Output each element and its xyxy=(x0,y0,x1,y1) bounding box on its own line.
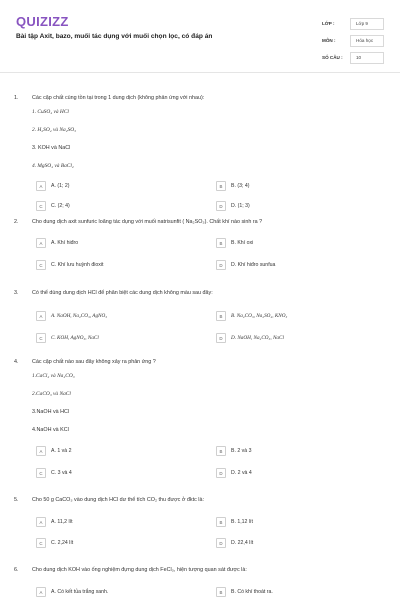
option-b[interactable] xyxy=(216,587,366,597)
question-number: 2. xyxy=(14,219,19,225)
option-text: A. 1 và 2 xyxy=(51,448,72,454)
option-text: B. Na₂CO₃, Na₂SO₄, KNO₃ xyxy=(231,313,288,319)
option-d[interactable] xyxy=(216,260,366,270)
option-b[interactable] xyxy=(216,181,366,191)
option-b[interactable] xyxy=(216,517,366,527)
option-letter-box: A xyxy=(36,587,46,597)
option-letter-box: C xyxy=(36,538,46,548)
option-letter-box: A xyxy=(36,517,46,527)
option-letter-box: D xyxy=(216,201,226,211)
option-text: C. KOH, AgNO₃, NaCl xyxy=(51,335,99,341)
option-letter-box: D xyxy=(216,468,226,478)
option-c[interactable] xyxy=(36,260,186,270)
question-number: 4. xyxy=(14,359,19,365)
option-text: B. Có khí thoát ra. xyxy=(231,589,273,595)
option-letter-box: D xyxy=(216,538,226,548)
option-a[interactable] xyxy=(36,311,186,321)
meta-value: Lớp 9 xyxy=(350,18,384,30)
question-number: 1. xyxy=(14,95,19,101)
option-text: A. 11,2 lít xyxy=(51,519,73,525)
option-text: D. 2 và 4 xyxy=(231,470,252,476)
option-text: B. 1,12 lít xyxy=(231,519,253,525)
option-text: C. 3 và 4 xyxy=(51,470,72,476)
statement: 3. KOH và NaCl xyxy=(32,145,71,151)
quizizz-logo: QUIZIZZ xyxy=(16,14,69,29)
meta-key: SỐ CÂU : xyxy=(322,55,343,60)
option-text: B. 2 và 3 xyxy=(231,448,252,454)
option-letter-box: B xyxy=(216,181,226,191)
option-letter-box: A xyxy=(36,311,46,321)
meta-table xyxy=(322,15,384,66)
question-text: Cho dung dịch KOH vào ống nghiệm đựng dung dịch FeCl₃, hiện tượng quan sát được là: xyxy=(32,567,247,573)
meta-value: Hóa học xyxy=(350,35,384,47)
option-letter-box: B xyxy=(216,311,226,321)
option-letter-box: A xyxy=(36,446,46,456)
question-1 xyxy=(14,93,386,211)
option-letter-box: C xyxy=(36,260,46,270)
question-text: Các cặp chất cùng tồn tại trong 1 dung dịch (không phản ứng với nhau): xyxy=(32,95,205,101)
page-title: Bài tập Axit, bazo, muối tác dụng với muối chọn lọc, có đáp án xyxy=(16,33,213,40)
meta-key: MÔN : xyxy=(322,38,336,43)
option-letter-box: C xyxy=(36,201,46,211)
option-b[interactable] xyxy=(216,238,366,248)
option-c[interactable] xyxy=(36,468,186,478)
statement: 2.CaCO₃ và NaCl xyxy=(32,391,71,397)
option-c[interactable] xyxy=(36,333,186,343)
option-text: B. Khí oxi xyxy=(231,240,254,246)
option-letter-box: B xyxy=(216,517,226,527)
option-b[interactable] xyxy=(216,311,366,321)
option-letter-box: B xyxy=(216,446,226,456)
statement: 3.NaOH và HCl xyxy=(32,409,70,415)
question-6 xyxy=(14,565,386,599)
option-letter-box: C xyxy=(36,468,46,478)
option-text: D. Khí hiđro sunfua xyxy=(231,262,276,268)
question-text: Cho dung dịch axit sunfuric loãng tác dụng với muối natrisunfit ( Na₂SO₃). Chất khí nào sinh ra ? xyxy=(32,219,263,225)
option-d[interactable] xyxy=(216,201,366,211)
statement: 4.NaOH và KCl xyxy=(32,427,69,433)
question-text: Cho 50 g CaCO₃ vào dung dịch HCl dư thể tích CO₂ thu được ở đktc là: xyxy=(32,497,204,503)
option-text: A. NaOH, Na₂CO₃, AgNO₃ xyxy=(51,313,108,319)
option-letter-box: B xyxy=(216,238,226,248)
option-text: D. NaOH, Na₂CO₃, NaCl xyxy=(231,335,284,341)
option-letter-box: A xyxy=(36,238,46,248)
meta-key: LỚP : xyxy=(322,21,335,26)
option-letter-box: D xyxy=(216,260,226,270)
question-5 xyxy=(14,495,386,547)
option-text: A. (1; 2) xyxy=(51,183,70,189)
meta-row-question-count xyxy=(322,49,384,66)
question-2 xyxy=(14,217,386,268)
question-4 xyxy=(14,357,386,476)
question-number: 3. xyxy=(14,290,19,296)
statement: 1. CuSO₄ và HCl xyxy=(32,109,69,115)
option-text: C. (2; 4) xyxy=(51,203,70,209)
question-text: Có thể dùng dung dịch HCl để phân biệt các dung dịch không màu sau đây: xyxy=(32,290,213,296)
option-letter-box: D xyxy=(216,333,226,343)
option-text: B. (3; 4) xyxy=(231,183,250,189)
option-letter-box: C xyxy=(36,333,46,343)
option-text: A. Khí hiđro xyxy=(51,240,79,246)
option-d[interactable] xyxy=(216,333,366,343)
option-a[interactable] xyxy=(36,517,186,527)
meta-row-grade xyxy=(322,15,384,32)
option-c[interactable] xyxy=(36,538,186,548)
option-a[interactable] xyxy=(36,181,186,191)
option-text: D. (1; 3) xyxy=(231,203,250,209)
question-3 xyxy=(14,288,386,341)
meta-row-subject xyxy=(322,32,384,49)
option-text: C. 2,24 lít xyxy=(51,540,74,546)
option-text: A. Có kết tủa trắng xanh. xyxy=(51,589,109,595)
question-text: Các cặp chất nào sau đây không xảy ra phản ứng ? xyxy=(32,359,156,365)
statement: 4. MgSO₄ và BaCl₂ xyxy=(32,163,74,169)
option-text: C. Khí lưu huỳnh đioxit xyxy=(51,262,104,268)
option-d[interactable] xyxy=(216,538,366,548)
question-number: 6. xyxy=(14,567,19,573)
option-letter-box: B xyxy=(216,587,226,597)
option-a[interactable] xyxy=(36,446,186,456)
option-b[interactable] xyxy=(216,446,366,456)
option-a[interactable] xyxy=(36,587,186,597)
option-letter-box: A xyxy=(36,181,46,191)
statement: 2. H₂SO₄ và Na₂SO₃ xyxy=(32,127,77,133)
statement: 1.CaCl₂ và Na₂CO₃ xyxy=(32,373,75,379)
question-number: 5. xyxy=(14,497,19,503)
option-c[interactable] xyxy=(36,201,186,211)
header-divider xyxy=(0,72,400,73)
option-d[interactable] xyxy=(216,468,366,478)
option-text: D. 22,4 lít xyxy=(231,540,254,546)
option-a[interactable] xyxy=(36,238,186,248)
meta-value: 10 xyxy=(350,52,384,64)
